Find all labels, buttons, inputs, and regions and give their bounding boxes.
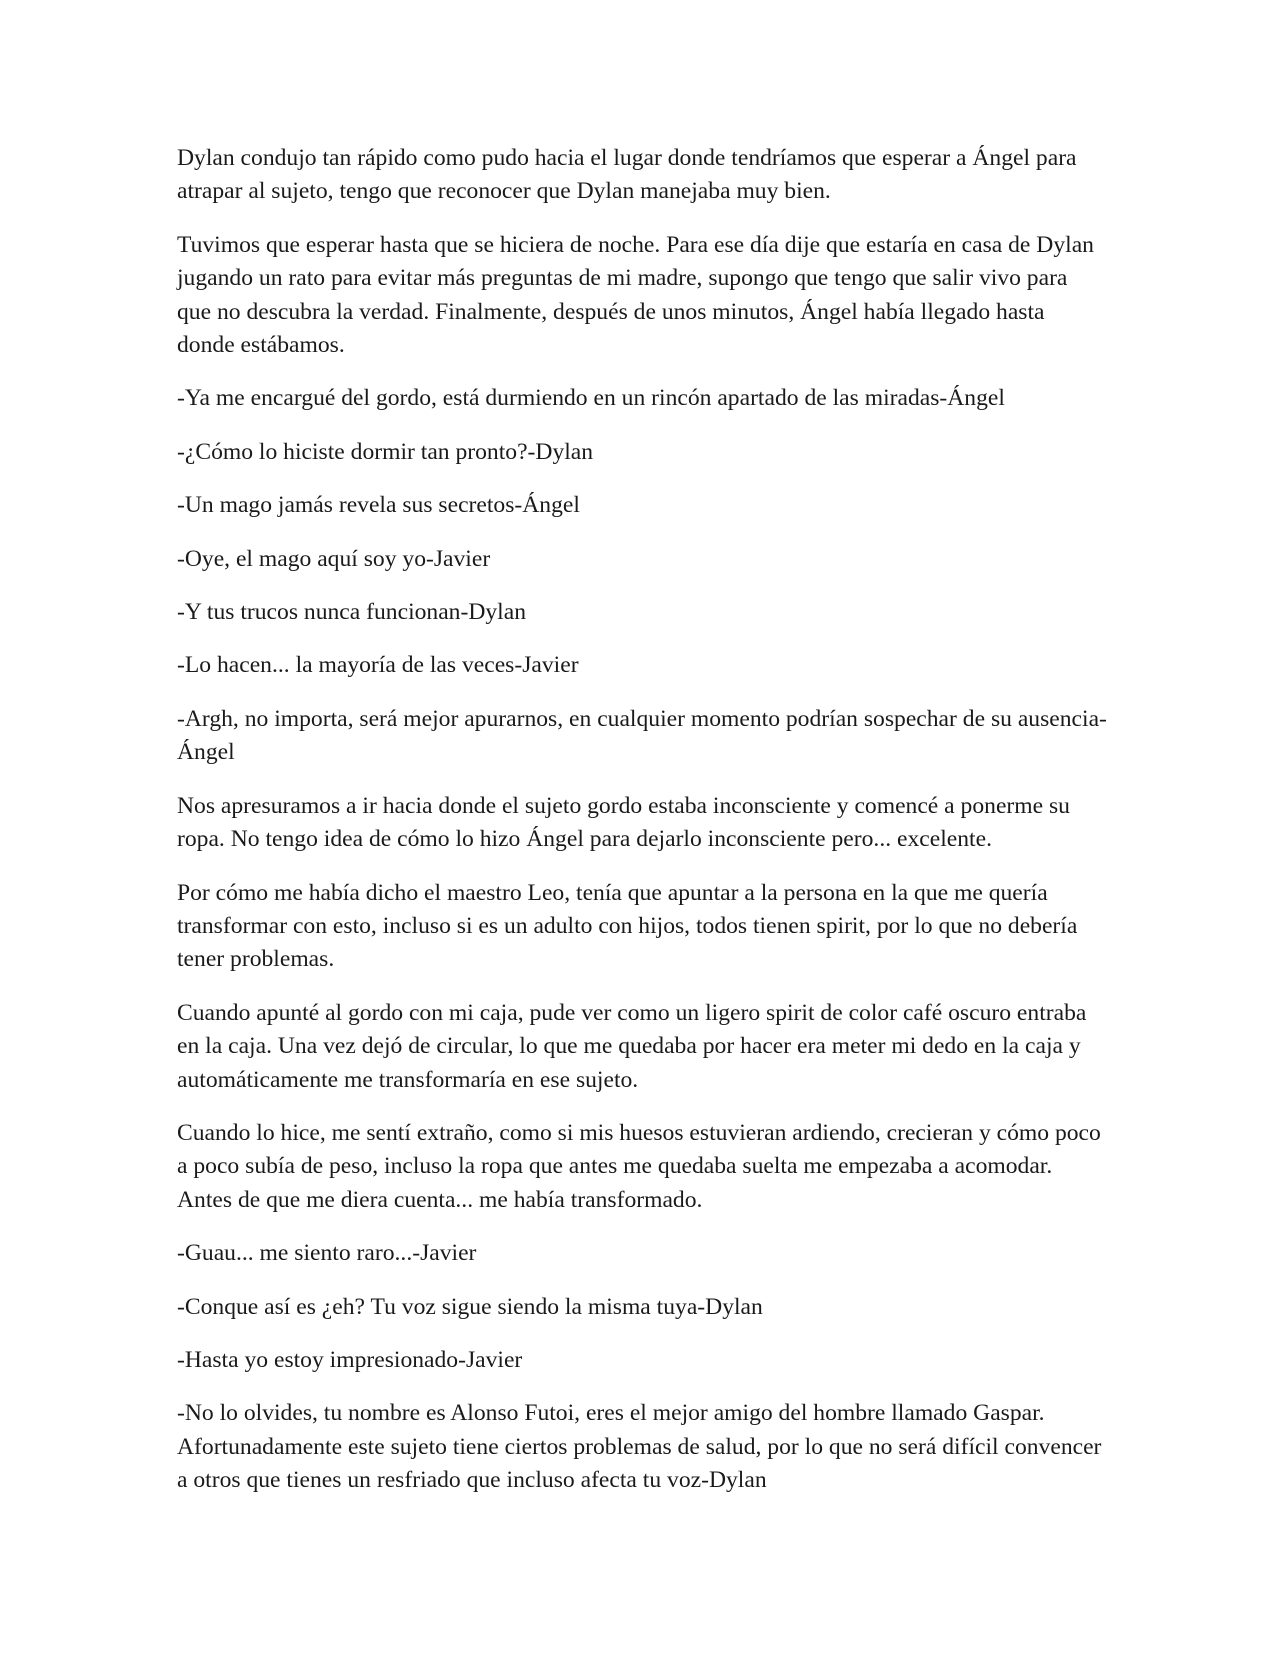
document-page	[177, 142, 1107, 1518]
dialogue-line: -Argh, no importa, será mejor apurarnos, en cualquier momento podrían sospechar de su ausencia-Ángel	[177, 705, 1107, 766]
dialogue-line: -Un mago jamás revela sus secretos-Ángel	[177, 492, 580, 519]
dialogue-line: -Ya me encargué del gordo, está durmiendo en un rincón apartado de las miradas-Ángel	[177, 385, 1005, 412]
dialogue-line: -Y tus trucos nunca funcionan-Dylan	[177, 599, 526, 626]
dialogue-line: -¿Cómo lo hiciste dormir tan pronto?-Dylan	[177, 438, 594, 465]
dialogue-line: -Lo hacen... la mayoría de las veces-Javier	[177, 652, 579, 679]
paragraph: Cuando lo hice, me sentí extraño, como si mis huesos estuvieran ardiendo, crecieran y cómo poco a poco subía de peso, incluso la ropa que antes me quedaba suelta me empezaba a acomodar. Antes de que me diera cuenta... me había transformado.	[177, 1119, 1101, 1213]
dialogue-line: -Guau... me siento raro...-Javier	[177, 1240, 477, 1267]
paragraph: Cuando apunté al gordo con mi caja, pude ver como un ligero spirit de color café oscuro entraba en la caja. Una vez dejó de circular, lo que me quedaba por hacer era meter mi dedo en la caja y automáticamente me transformaría en ese sujeto.	[177, 999, 1087, 1093]
dialogue-line: -Oye, el mago aquí soy yo-Javier	[177, 545, 491, 572]
paragraph: Nos apresuramos a ir hacia donde el sujeto gordo estaba inconsciente y comencé a ponerme su ropa. No tengo idea de cómo lo hizo Ángel para dejarlo inconsciente pero... excelente.	[177, 792, 1070, 853]
paragraph: Tuvimos que esperar hasta que se hiciera de noche. Para ese día dije que estaría en casa de Dylan jugando un rato para evitar más preguntas de mi madre, supongo que tengo que salir vivo para que no descubra la verdad. Finalmente, después de unos minutos, Ángel había llegado hasta donde estábamos.	[177, 231, 1094, 359]
paragraph: Dylan condujo tan rápido como pudo hacia el lugar donde tendríamos que esperar a Ángel para atrapar al sujeto, tengo que reconocer que Dylan manejaba muy bien.	[177, 145, 1077, 205]
dialogue-line: -Hasta yo estoy impresionado-Javier	[177, 1346, 523, 1373]
dialogue-line: -No lo olvides, tu nombre es Alonso Futoi, eres el mejor amigo del hombre llamado Gaspar. Afortunadamente este sujeto tiene ciertos problemas de salud, por lo que no será difícil convencer a otros que tienes un resfriado que incluso afecta tu voz-Dylan	[177, 1400, 1102, 1494]
dialogue-line: -Conque así es ¿eh? Tu voz sigue siendo la misma tuya-Dylan	[177, 1293, 763, 1320]
paragraph: Por cómo me había dicho el maestro Leo, tenía que apuntar a la persona en la que me quería transformar con esto, incluso si es un adulto con hijos, todos tienen spirit, por lo que no debería tener problemas.	[177, 879, 1078, 973]
